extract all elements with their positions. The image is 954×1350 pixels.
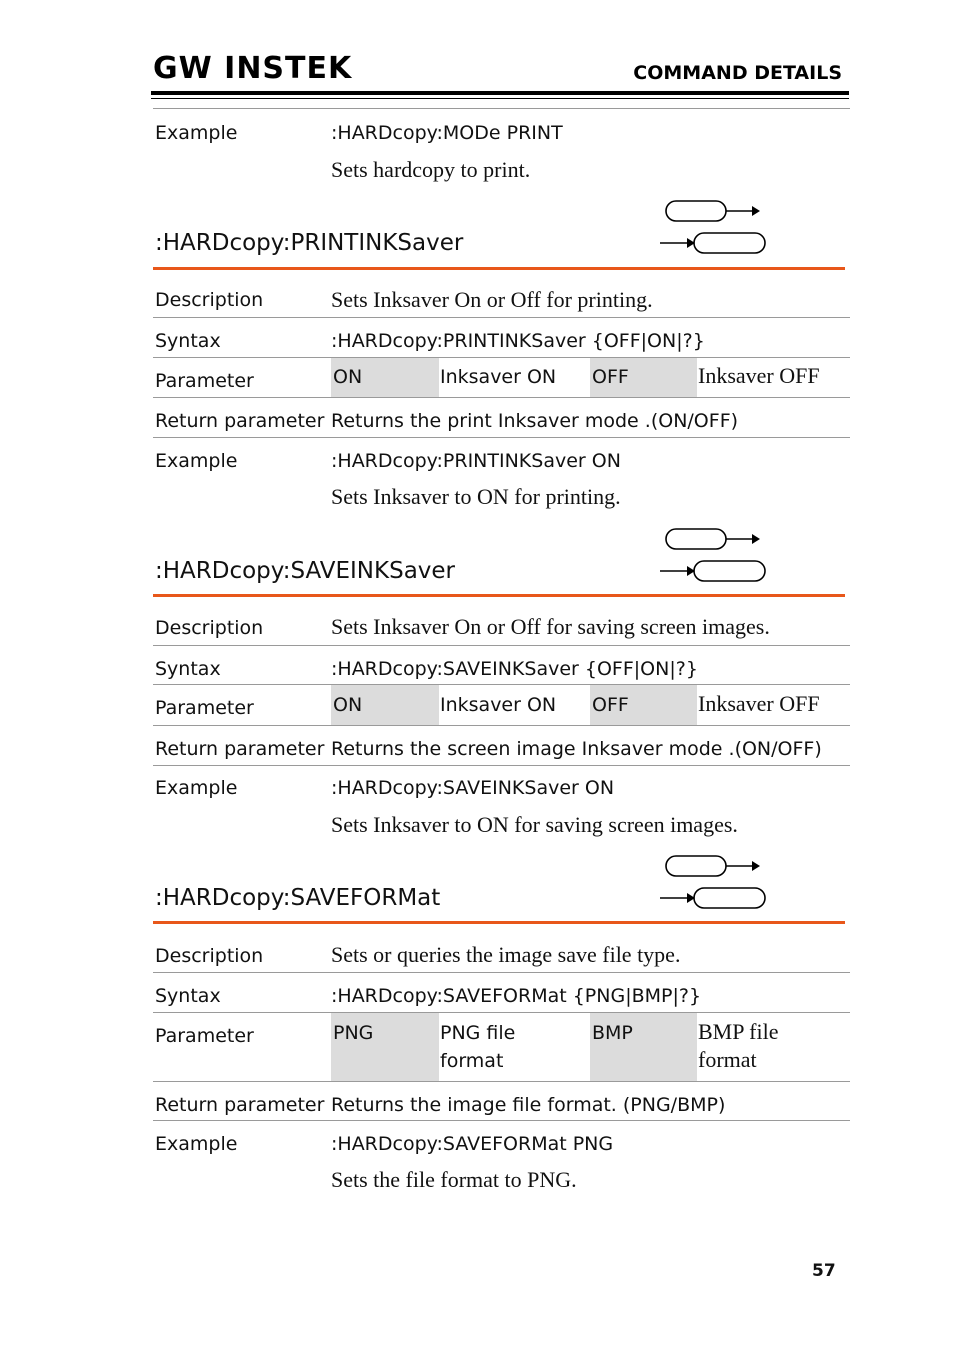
- parameter-value: BMP: [590, 1013, 697, 1081]
- example-label: Example: [155, 122, 238, 144]
- header-rule-thin: [151, 98, 849, 99]
- return-text: Returns the image file format. (PNG/BMP): [331, 1094, 726, 1116]
- syntax-text: :HARDcopy:SAVEINKSaver {OFF|ON|?}: [331, 658, 698, 680]
- example-note: Sets the file format to PNG.: [331, 1167, 577, 1192]
- syntax-text: :HARDcopy:PRINTINKSaver {OFF|ON|?}: [331, 330, 705, 352]
- parameter-value: OFF: [590, 358, 697, 397]
- description-text: Sets Inksaver On or Off for printing.: [331, 287, 653, 312]
- parameter-desc-line: PNG file: [440, 1022, 516, 1044]
- return-label: Return parameter: [155, 410, 325, 432]
- section-rule: [153, 921, 845, 924]
- parameter-desc-line: format: [440, 1050, 504, 1072]
- section-rule: [153, 267, 845, 270]
- set-query-icon: [660, 198, 770, 262]
- return-text: Returns the screen image Inksaver mode .(ON/OFF): [331, 738, 822, 760]
- example-note: Sets Inksaver to ON for saving screen images.: [331, 812, 738, 837]
- description-text: Sets Inksaver On or Off for saving screen images.: [331, 614, 770, 639]
- divider: [153, 317, 850, 318]
- divider: [153, 765, 850, 766]
- parameter-label: Parameter: [155, 1025, 254, 1047]
- parameter-value: OFF: [590, 685, 697, 725]
- parameter-desc: Inksaver OFF: [698, 363, 820, 388]
- return-text: Returns the print Inksaver mode .(ON/OFF): [331, 410, 739, 432]
- parameter-desc: [696, 1013, 850, 1081]
- parameter-desc: [438, 1013, 590, 1081]
- section-title: :HARDcopy:SAVEFORMat: [155, 885, 441, 911]
- parameter-value: PNG: [331, 1013, 439, 1081]
- divider: [153, 645, 850, 646]
- parameter-label: Parameter: [155, 370, 254, 392]
- example-command: :HARDcopy:SAVEINKSaver ON: [331, 777, 615, 799]
- section-title: :HARDcopy:SAVEINKSaver: [155, 558, 456, 584]
- parameter-desc: Inksaver ON: [440, 366, 557, 388]
- syntax-label: Syntax: [155, 330, 221, 352]
- divider: [153, 972, 850, 973]
- divider: [153, 1081, 850, 1082]
- parameter-desc: Inksaver OFF: [698, 691, 820, 716]
- example-label: Example: [155, 1133, 238, 1155]
- parameter-desc-line: format: [698, 1047, 757, 1072]
- example-note: Sets hardcopy to print.: [331, 157, 531, 182]
- syntax-label: Syntax: [155, 658, 221, 680]
- description-label: Description: [155, 289, 264, 311]
- section-title: :HARDcopy:PRINTINKSaver: [155, 230, 464, 256]
- divider: [153, 397, 850, 398]
- divider: [153, 725, 850, 726]
- divider: [153, 108, 850, 109]
- section-rule: [153, 594, 845, 597]
- set-query-icon: [660, 853, 770, 917]
- return-label: Return parameter: [155, 1094, 325, 1116]
- page-number: 57: [812, 1261, 836, 1281]
- parameter-desc: Inksaver ON: [440, 694, 557, 716]
- example-command: :HARDcopy:PRINTINKSaver ON: [331, 450, 621, 472]
- return-label: Return parameter: [155, 738, 325, 760]
- example-note: Sets Inksaver to ON for printing.: [331, 484, 621, 509]
- header-title: COMMAND DETAILS: [633, 62, 842, 84]
- example-command: :HARDcopy:MODe PRINT: [331, 122, 563, 144]
- syntax-text: :HARDcopy:SAVEFORMat {PNG|BMP|?}: [331, 985, 702, 1007]
- parameter-value: ON: [331, 358, 439, 397]
- example-label: Example: [155, 777, 238, 799]
- divider: [153, 1120, 850, 1121]
- description-label: Description: [155, 945, 264, 967]
- brand-logo: GW INSTEK: [153, 51, 353, 86]
- parameter-desc-line: BMP file: [698, 1019, 779, 1044]
- description-label: Description: [155, 617, 264, 639]
- parameter-value: ON: [331, 685, 439, 725]
- description-text: Sets or queries the image save file type.: [331, 942, 681, 967]
- set-query-icon: [660, 526, 770, 590]
- example-command: :HARDcopy:SAVEFORMat PNG: [331, 1133, 614, 1155]
- header-rule: [151, 91, 849, 95]
- parameter-label: Parameter: [155, 697, 254, 719]
- example-label: Example: [155, 450, 238, 472]
- syntax-label: Syntax: [155, 985, 221, 1007]
- divider: [153, 437, 850, 438]
